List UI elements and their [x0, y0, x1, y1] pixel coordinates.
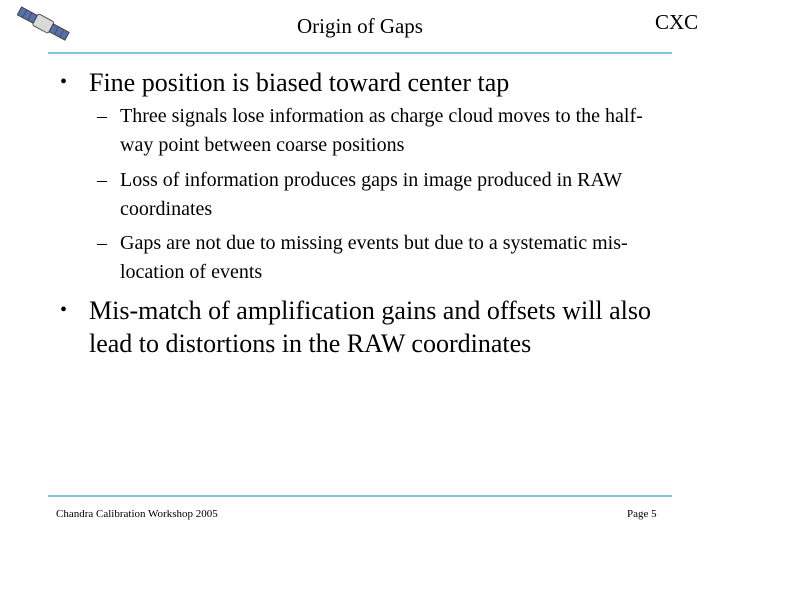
sub-bullet-text: Gaps are not due to missing events but due to a systematic mis-location of events — [120, 232, 628, 283]
dash-mark: – — [97, 169, 107, 191]
footer-divider — [48, 495, 672, 497]
header-divider — [48, 52, 672, 54]
dash-mark: – — [97, 232, 107, 254]
bullet-mark: • — [60, 299, 68, 321]
page-number: Page 5 — [627, 508, 657, 520]
bullet-text: Mis-match of amplification gains and offsets will also lead to distortions in the RAW coordinates — [89, 296, 652, 358]
bullet-mark: • — [60, 71, 68, 93]
sub-bullet-text: Three signals lose information as charge cloud moves to the half-way point between coarse positions — [120, 105, 643, 156]
dash-mark: – — [97, 105, 107, 127]
org-label: CXC — [655, 10, 699, 34]
bullet-text: Fine position is biased toward center tap — [89, 68, 510, 97]
slide-title: Origin of Gaps — [297, 14, 423, 38]
footer-event: Chandra Calibration Workshop 2005 — [56, 508, 218, 520]
sub-bullet-text: Loss of information produces gaps in image produced in RAW coordinates — [120, 169, 622, 220]
